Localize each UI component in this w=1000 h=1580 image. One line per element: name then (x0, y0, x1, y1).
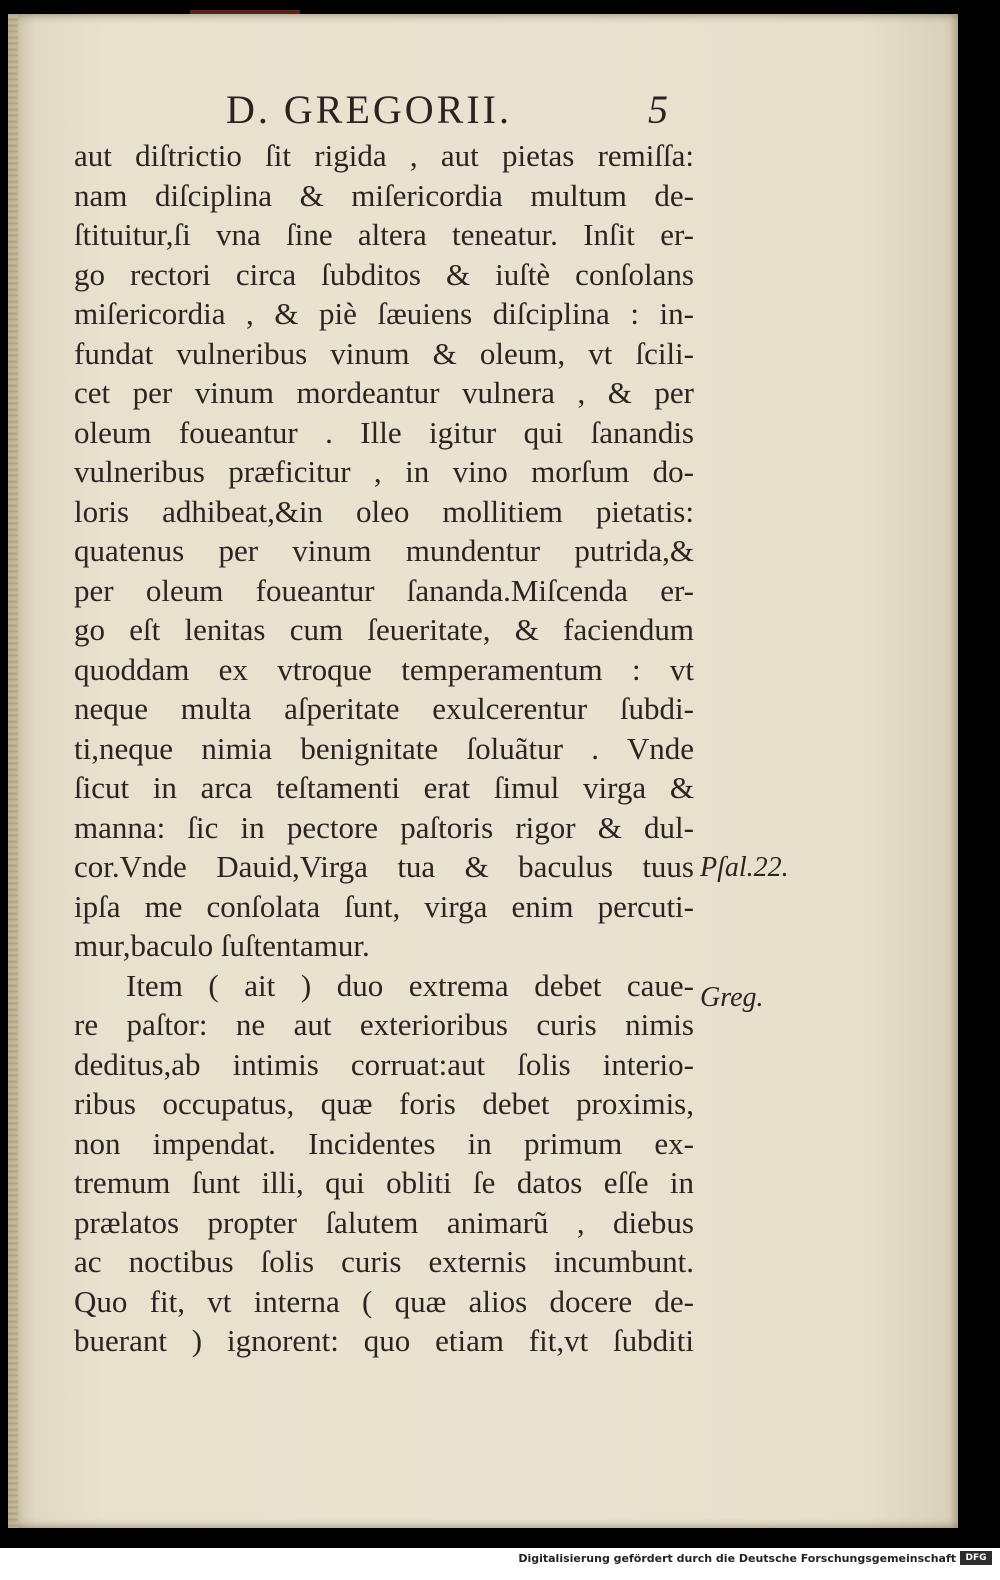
text-line: oleum foueantur . Ille igitur qui ſanandis (74, 414, 694, 450)
text-line: neque multa aſperitate exulcerentur ſubdi- (74, 691, 694, 726)
text-line: aut diſtrictio ſit rigida , aut pietas remiſſa: (74, 138, 694, 173)
text-line: go rectori circa ſubditos & iuſtè conſolans (74, 256, 694, 292)
text-line: ac noctibus ſolis curis externis incumbunt. (74, 1244, 694, 1279)
running-head (8, 86, 958, 136)
text-line: ſtituitur,ſi vna ſine altera teneatur. Inſit er- (74, 217, 694, 252)
running-title: D. GREGORII. (226, 87, 512, 132)
page-number: 5 (648, 87, 668, 132)
margin-note-gregory: Greg. (700, 982, 764, 1013)
text-line: miſericordia , & piè ſæuiens diſciplina : in- (74, 296, 694, 331)
body-text (74, 136, 694, 1361)
text-line: nam diſciplina & miſericordia multum de- (74, 177, 694, 213)
dfg-logo: DFG (960, 1551, 992, 1565)
text-line: cet per vinum mordeantur vulnera , & per (74, 375, 694, 410)
text-line: ribus occupatus, quæ foris debet proximis, (74, 1086, 694, 1121)
text-line: cor.Vnde Dauid,Virga tua & baculus tuus (74, 849, 694, 884)
margin-note-psalm: Pſal.22. (700, 852, 789, 883)
text-line: deditus,ab intimis corruat:aut ſolis interio- (74, 1046, 694, 1082)
text-line: prælatos propter ſalutem animarũ , diebus (74, 1204, 694, 1240)
footer-credit: Digitalisierung gefördert durch die Deutsche Forschungsgemeinschaft (518, 1552, 956, 1565)
text-line: non impendat. Incidentes in primum ex- (74, 1125, 694, 1161)
text-line: Quo fit, vt interna ( quæ alios docere de- (74, 1283, 694, 1319)
text-line: mur,baculo ſuſtentamur. (74, 928, 370, 963)
text-line: loris adhibeat,&in oleo mollitiem pietatis: (74, 493, 694, 529)
text-line: fundat vulneribus vinum & oleum, vt ſcili- (74, 335, 694, 371)
text-line: tremum ſunt illi, qui obliti ſe datos eſſe in (74, 1165, 694, 1200)
text-line: manna: ſic in pectore paſtoris rigor & dul- (74, 809, 694, 845)
text-line: Item ( ait ) duo extrema debet caue- (126, 967, 694, 1003)
text-line: buerant ) ignorent: quo etiam fit,vt ſubditi (74, 1323, 694, 1358)
text-line: quoddam ex vtroque temperamentum : vt (74, 651, 694, 687)
book-page (8, 14, 958, 1528)
text-line: vulneribus præficitur , in vino morſum do- (74, 454, 694, 489)
text-line: ti,neque nimia benignitate ſoluãtur . Vnde (74, 730, 694, 766)
text-line: ſicut in arca teſtamenti erat ſimul virga & (74, 770, 694, 805)
text-line: quatenus per vinum mundentur putrida,& (74, 533, 694, 568)
text-line: go eſt lenitas cum ſeueritate, & faciendum (74, 612, 694, 647)
page-gutter-edge (8, 14, 18, 1528)
text-line: re paſtor: ne aut exterioribus curis nimis (74, 1007, 694, 1042)
text-line: per oleum foueantur ſananda.Miſcenda er- (74, 572, 694, 608)
text-line: ipſa me conſolata ſunt, virga enim percuti- (74, 888, 694, 924)
